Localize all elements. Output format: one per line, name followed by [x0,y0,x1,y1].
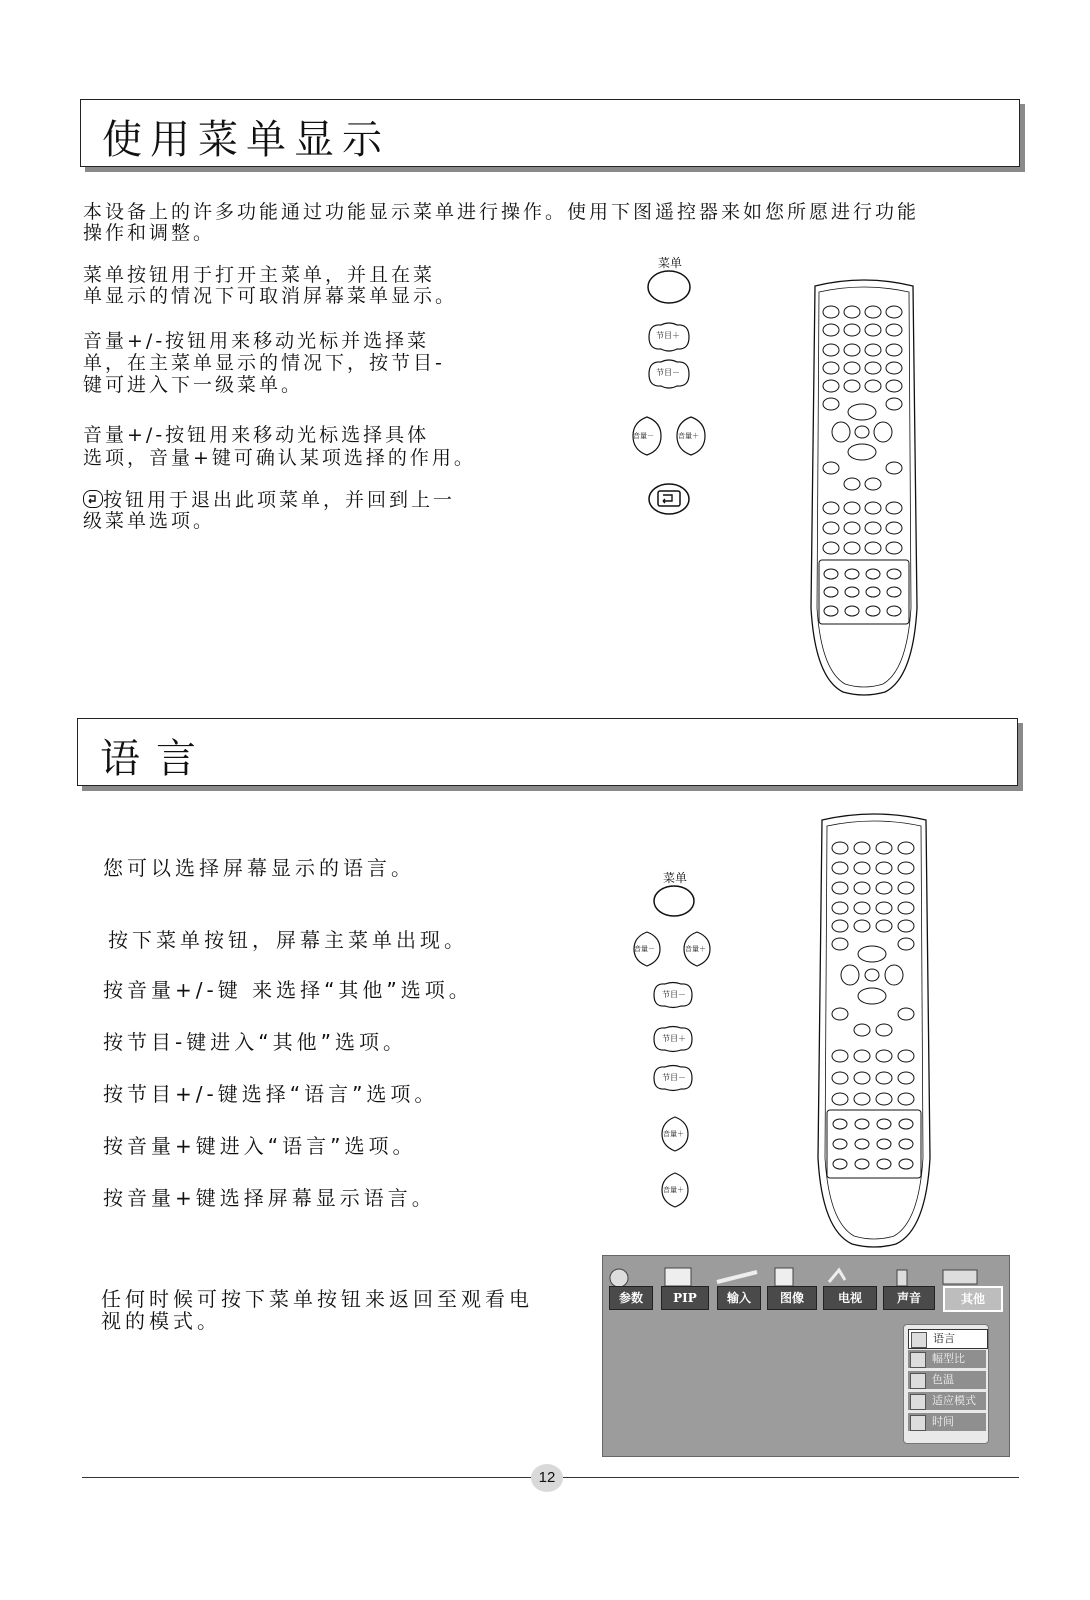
channel-down-label: 节目－ [662,1073,686,1082]
volume-down-label: 音量－ [634,945,655,953]
volume-up-label: 音量＋ [663,1130,684,1138]
language-icon [911,1332,927,1348]
clock-icon [910,1415,926,1431]
osd-item-label: 色温 [932,1373,954,1386]
return-icon [83,490,103,508]
osd-icon-strip [607,1264,1005,1288]
channel-up-label: 节目＋ [656,331,680,340]
step-choose-language: 按音量+键选择屏幕显示语言。 [103,1186,436,1210]
osd-item-adapt-mode[interactable] [908,1392,986,1410]
osd-item-language[interactable] [908,1329,988,1349]
desc-line: 菜单按钮用于打开主菜单，并且在菜 [83,264,436,286]
return-description [83,490,523,532]
menu-button[interactable] [645,268,693,306]
return-to-tv-note [101,1288,581,1332]
intro-line-2: 操作和调整。 [83,222,216,244]
step-select-language: 按节目+/-键选择“语言”选项。 [103,1082,439,1106]
select-description [83,424,523,470]
step-enter-other: 按节目-键进入“其他”选项。 [103,1030,407,1054]
osd-tab-pip[interactable]: PIP [661,1286,709,1310]
desc-line: 音量+/-按钮用来移动光标并选择菜 [83,330,430,352]
osd-item-label: 适应模式 [932,1394,976,1407]
desc-line: 键可进入下一级菜单。 [83,374,304,396]
return-button[interactable] [646,481,692,517]
osd-item-label: 语言 [933,1332,955,1345]
osd-tab-params[interactable]: 参数 [609,1286,653,1310]
osd-tab-sound[interactable]: 声音 [883,1286,935,1310]
desc-line [83,490,523,511]
osd-tab-input[interactable]: 输入 [717,1286,761,1310]
menu-label: 菜单 [658,256,683,270]
osd-tab-other[interactable]: 其他 [943,1286,1003,1312]
return-text: 按钮用于退出此项菜单，并回到上一 [103,489,456,511]
language-intro: 您可以选择屏幕显示的语言。 [103,856,415,880]
desc-line: 音量+/-按钮用来移动光标选择具体 [83,424,430,446]
desc-line: 选项，音量+键可确认某项选择的作用。 [83,447,476,469]
osd-item-time[interactable] [908,1413,986,1431]
osd-menu-screenshot [602,1255,1010,1457]
note-line: 任何时候可按下菜单按钮来返回至观看电 [101,1287,533,1311]
section2-header-box [77,718,1018,786]
osd-item-label: 幅型比 [932,1352,965,1365]
note-line: 视的模式。 [101,1309,221,1333]
menu-button[interactable] [651,883,697,919]
step-select-other: 按音量+/-键 来选择“其他”选项。 [103,978,473,1002]
volume-button-description [83,330,513,396]
osd-submenu-panel [903,1324,989,1444]
volume-up-label: 音量＋ [663,1186,684,1194]
footer-rule-left [82,1477,531,1478]
desc-line: 级菜单选项。 [83,510,216,532]
section2-title: 语言 [100,736,212,782]
intro-line-1: 本设备上的许多功能通过功能显示菜单进行操作。使用下图遥控器来如您所愿进行功能 [83,201,920,223]
desc-line: 单显示的情况下可取消屏幕菜单显示。 [83,285,458,307]
step-enter-language: 按音量+键进入“语言”选项。 [103,1134,417,1158]
menu-label: 菜单 [663,871,688,885]
section1-intro [83,202,1013,244]
adapt-mode-icon [910,1394,926,1410]
volume-down-label: 音量－ [633,432,654,440]
remote-control-illustration [812,812,936,1250]
desc-line: 单，在主菜单显示的情况下，按节目- [83,352,445,374]
footer-rule-right [563,1477,1019,1478]
osd-item-aspect[interactable] [908,1350,986,1368]
page-number: 12 [531,1464,563,1492]
osd-item-label: 时间 [932,1415,954,1428]
color-temp-icon [910,1373,926,1389]
osd-item-color-temp[interactable] [908,1371,986,1389]
volume-up-label: 音量＋ [685,945,706,953]
channel-up-label: 节目＋ [662,1034,686,1043]
channel-down-label: 节目－ [662,990,686,999]
menu-button-description [83,265,513,307]
aspect-icon [910,1352,926,1368]
osd-tab-tv[interactable]: 电视 [823,1286,877,1310]
channel-down-label: 节目－ [656,368,680,377]
volume-up-label: 音量＋ [678,432,699,440]
section1-title: 使用菜单显示 [102,117,390,163]
osd-tab-picture[interactable]: 图像 [767,1286,817,1310]
step-open-menu: 按下菜单按钮，屏幕主菜单出现。 [108,928,468,952]
remote-control-illustration [805,278,923,696]
